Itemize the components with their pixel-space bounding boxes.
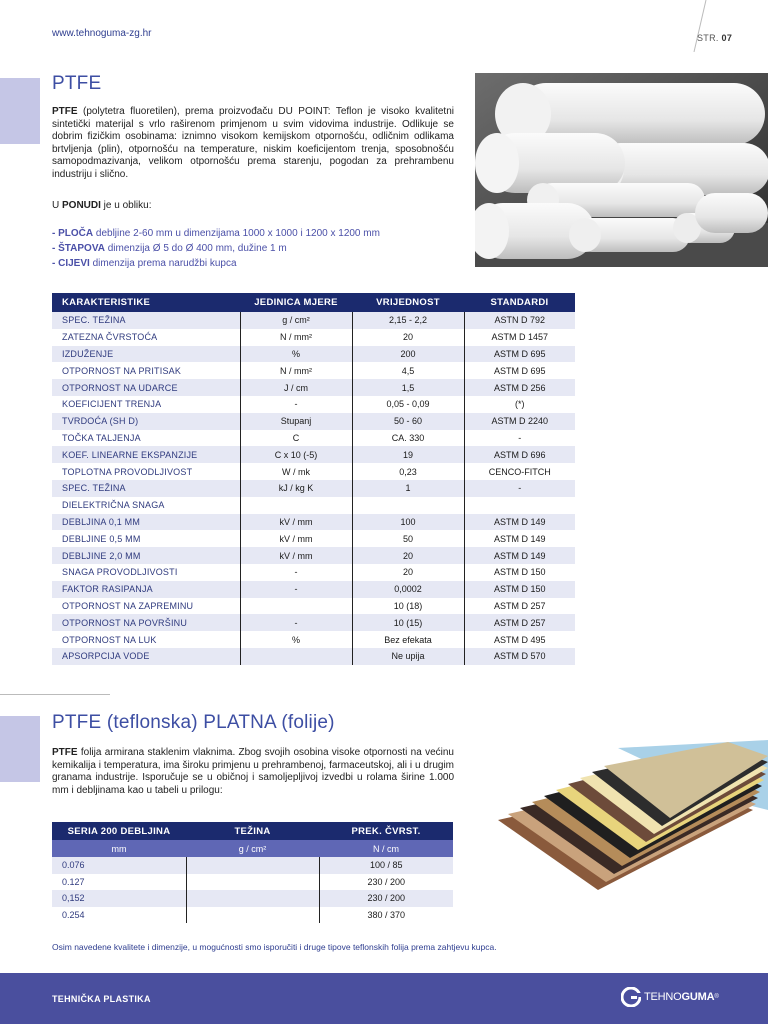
header-seria: SERIA 200 DEBLJINA [52,822,186,840]
property-value: 100 [352,514,464,531]
property-standard: ASTM D 149 [464,530,575,547]
property-value: 2,15 - 2,2 [352,312,464,329]
properties-row [52,463,575,480]
header-standardi: STANDARDI [464,293,575,312]
header-jedinica: JEDINICA MJERE [240,293,352,312]
property-name: OTPORNOST NA POVRŠINU [52,614,240,631]
properties-row [52,631,575,648]
property-unit: g / cm² [240,312,352,329]
offer-item [52,226,380,241]
property-name: ZATEZNA ČVRSTOĆA [52,329,240,346]
tehnoguma-logo-icon [621,987,641,1007]
property-unit: kJ / kg K [240,480,352,497]
properties-row [52,614,575,631]
property-name: OTPORNOST NA UDARCE [52,379,240,396]
series-thickness: 0,152 [52,890,186,907]
series-weight [186,890,319,907]
property-value: 1,5 [352,379,464,396]
series-weight [186,857,319,874]
offer-bold: PONUDI [62,200,101,211]
property-name: KOEF. LINEARNE EKSPANZIJE [52,446,240,463]
property-unit: W / mk [240,463,352,480]
ptfe-intro [52,106,454,182]
property-name: FAKTOR RASIPANJA [52,581,240,598]
property-unit [240,497,352,514]
property-name: DEBLJINE 2,0 MM [52,547,240,564]
property-value: 1 [352,480,464,497]
property-value: 20 [352,329,464,346]
property-name: SNAGA PROVODLJIVOSTI [52,564,240,581]
properties-table [52,293,575,665]
series-row [52,874,453,891]
offer-item [52,256,380,271]
unit-mm: mm [52,840,186,857]
page-prefix: STR. [697,33,719,43]
property-standard: ASTM D 695 [464,346,575,363]
ptfe-intro-text: (polytetra fluoretilen), prema proizvođaču DU POINT: Teflon je visoko kvalitetni sintetički materijal s vrlo raširenom primjenom u svim vidovima industrije. Odlikuje se dobrim fizičkim osobinama: iznimno visokom kemijskom otpornošću, odličnim odlikama brtvljenja (plin), otpornošću na temperature, niskim koeficijentom trenja, sposobnošću samopodmazivanja, velikom otpornošću prema starenju, pogodan za prehrambenu industriju i slično. [52,106,454,180]
property-standard: CENCO-FITCH [464,463,575,480]
property-unit: N / mm² [240,329,352,346]
properties-row [52,446,575,463]
header-vrijednost: VRIJEDNOST [352,293,464,312]
page-number [697,33,732,43]
property-standard [464,497,575,514]
property-value: Ne upija [352,648,464,665]
property-value [352,497,464,514]
property-unit: - [240,581,352,598]
properties-row [52,581,575,598]
ptfe-fabric-illustration [478,740,768,900]
site-url[interactable]: www.tehnoguma-zg.hr [52,28,152,39]
property-value: 10 (18) [352,598,464,615]
property-value: 10 (15) [352,614,464,631]
series-body [52,857,453,923]
property-standard: ASTM D 696 [464,446,575,463]
section-tab-platna [0,716,40,782]
property-value: 0,23 [352,463,464,480]
property-name: TOPLOTNA PROVODLJIVOST [52,463,240,480]
properties-row [52,648,575,665]
footer-label: TEHNIČKA PLASTIKA [52,994,151,1004]
logo-text-tehno: TEHNO [644,991,682,1003]
offer-item-bold: - ŠTAPOVA [52,243,105,254]
property-unit: J / cm [240,379,352,396]
property-standard: ASTM D 256 [464,379,575,396]
properties-row [52,329,575,346]
property-unit: C [240,430,352,447]
series-units-row [52,840,453,857]
property-name: OTPORNOST NA ZAPREMINU [52,598,240,615]
page-number-value: 07 [721,33,733,43]
property-value: CA. 330 [352,430,464,447]
property-standard: ASTM D 149 [464,514,575,531]
series-thickness: 0.254 [52,907,186,924]
property-value: 20 [352,564,464,581]
header-tezina: TEŽINA [186,822,319,840]
tehnoguma-logo[interactable] [621,985,719,1009]
property-value: Bez efekata [352,631,464,648]
property-name: OTPORNOST NA PRITISAK [52,362,240,379]
offer-list [52,226,380,271]
properties-row [52,430,575,447]
ptfe-intro-bold: PTFE [52,106,78,117]
property-value: 4,5 [352,362,464,379]
offer-item-text: dimenzija prema narudžbi kupca [89,258,237,269]
section-tab-ptfe [0,78,40,144]
property-name: SPEC. TEŽINA [52,480,240,497]
property-standard: - [464,430,575,447]
offer-post: je u obliku: [100,200,152,211]
property-unit: kV / mm [240,547,352,564]
corner-decoration [668,0,708,52]
property-unit: % [240,346,352,363]
platna-intro [52,747,454,797]
property-value: 50 [352,530,464,547]
properties-header-row [52,293,575,312]
property-name: KOEFICIJENT TRENJA [52,396,240,413]
unit-g-cm2: g / cm² [186,840,319,857]
property-name: OTPORNOST NA LUK [52,631,240,648]
logo-registered: ® [714,994,719,1000]
platna-intro-bold: PTFE [52,747,78,758]
logo-text-guma: GUMA [681,991,715,1003]
property-value: 0,05 - 0,09 [352,396,464,413]
series-row [52,907,453,924]
property-value: 50 - 60 [352,413,464,430]
series-weight [186,907,319,924]
ptfe-rods-illustration [475,73,768,267]
series-thickness: 0.076 [52,857,186,874]
property-standard: ASTM D 695 [464,362,575,379]
series-strength: 380 / 370 [319,907,453,924]
property-standard: ASTM D 150 [464,564,575,581]
offer-title [52,200,152,211]
ptfe-fabric-photo [478,740,768,900]
series-weight [186,874,319,891]
property-name: APSORPCIJA VODE [52,648,240,665]
series-strength: 230 / 200 [319,890,453,907]
series-thickness: 0.127 [52,874,186,891]
properties-row [52,379,575,396]
ptfe-rods-photo [475,73,768,267]
property-standard: ASTM D 149 [464,547,575,564]
properties-row [52,497,575,514]
series-row [52,857,453,874]
series-strength: 100 / 85 [319,857,453,874]
properties-row [52,514,575,531]
property-unit [240,598,352,615]
offer-pre: U [52,200,62,211]
property-name: DEBLJINE 0,5 MM [52,530,240,547]
property-standard: ASTM D 257 [464,614,575,631]
section-divider [0,694,110,695]
property-unit: kV / mm [240,514,352,531]
property-standard: ASTM D 570 [464,648,575,665]
properties-row [52,312,575,329]
properties-row [52,598,575,615]
footer [0,973,768,1024]
property-standard: ASTM D 150 [464,581,575,598]
properties-row [52,362,575,379]
property-standard: ASTN D 792 [464,312,575,329]
property-name: DEBLJINA 0,1 MM [52,514,240,531]
property-unit: kV / mm [240,530,352,547]
series-header-row [52,822,453,840]
property-value: 20 [352,547,464,564]
property-unit: - [240,614,352,631]
offer-item-bold: - CIJEVI [52,258,90,269]
property-name: TOČKA TALJENJA [52,430,240,447]
properties-row [52,530,575,547]
offer-item-text: dimenzija Ø 5 do Ø 400 mm, dužine 1 m [104,243,287,254]
properties-row [52,480,575,497]
properties-row [52,396,575,413]
platna-title: PTFE (teflonska) PLATNA (folije) [52,712,335,733]
property-unit: Stupanj [240,413,352,430]
series-row [52,890,453,907]
property-name: TVRDOĆA (SH D) [52,413,240,430]
properties-row [52,547,575,564]
property-standard: - [464,480,575,497]
properties-row [52,564,575,581]
property-name: SPEC. TEŽINA [52,312,240,329]
series-table [52,822,453,923]
header-prek-cvrst: PREK. ČVRST. [319,822,453,840]
offer-item-bold: - PLOČA [52,228,94,239]
property-unit: - [240,396,352,413]
properties-row [52,413,575,430]
property-standard: (*) [464,396,575,413]
property-value: 0,0002 [352,581,464,598]
property-unit: % [240,631,352,648]
header-karakteristike: KARAKTERISTIKE [52,293,240,312]
property-unit: N / mm² [240,362,352,379]
property-unit: - [240,564,352,581]
properties-body [52,312,575,665]
property-standard: ASTM D 495 [464,631,575,648]
offer-item [52,241,380,256]
property-name: IZDUŽENJE [52,346,240,363]
offer-item-text: debljine 2-60 mm u dimenzijama 1000 x 1000 i 1200 x 1200 mm [93,228,380,239]
note-text: Osim navedene kvalitete i dimenzije, u mogućnosti smo isporučiti i druge tipove teflonskih folija prema zahtjevu kupca. [52,942,497,952]
property-standard: ASTM D 257 [464,598,575,615]
property-unit [240,648,352,665]
property-value: 19 [352,446,464,463]
property-name: DIELEKTRIČNA SNAGA [52,497,240,514]
property-standard: ASTM D 2240 [464,413,575,430]
unit-n-cm: N / cm [319,840,453,857]
property-standard: ASTM D 1457 [464,329,575,346]
ptfe-title: PTFE [52,73,102,94]
platna-intro-text: folija armirana staklenim vlaknima. Zbog svojih osobina visoke otpornosti na većinu kemikalija i temperatura, ima široku primjenu u prehrambenoj, farmaceutskoj, ali i u drugim granama industrije. Isporučuje se u običnoj i samoljepljivoj izvedbi u rolama širine 1.000 mm i debljinama kao u tabeli u prilogu: [52,747,454,796]
property-value: 200 [352,346,464,363]
properties-row [52,346,575,363]
series-strength: 230 / 200 [319,874,453,891]
property-unit: C x 10 (-5) [240,446,352,463]
